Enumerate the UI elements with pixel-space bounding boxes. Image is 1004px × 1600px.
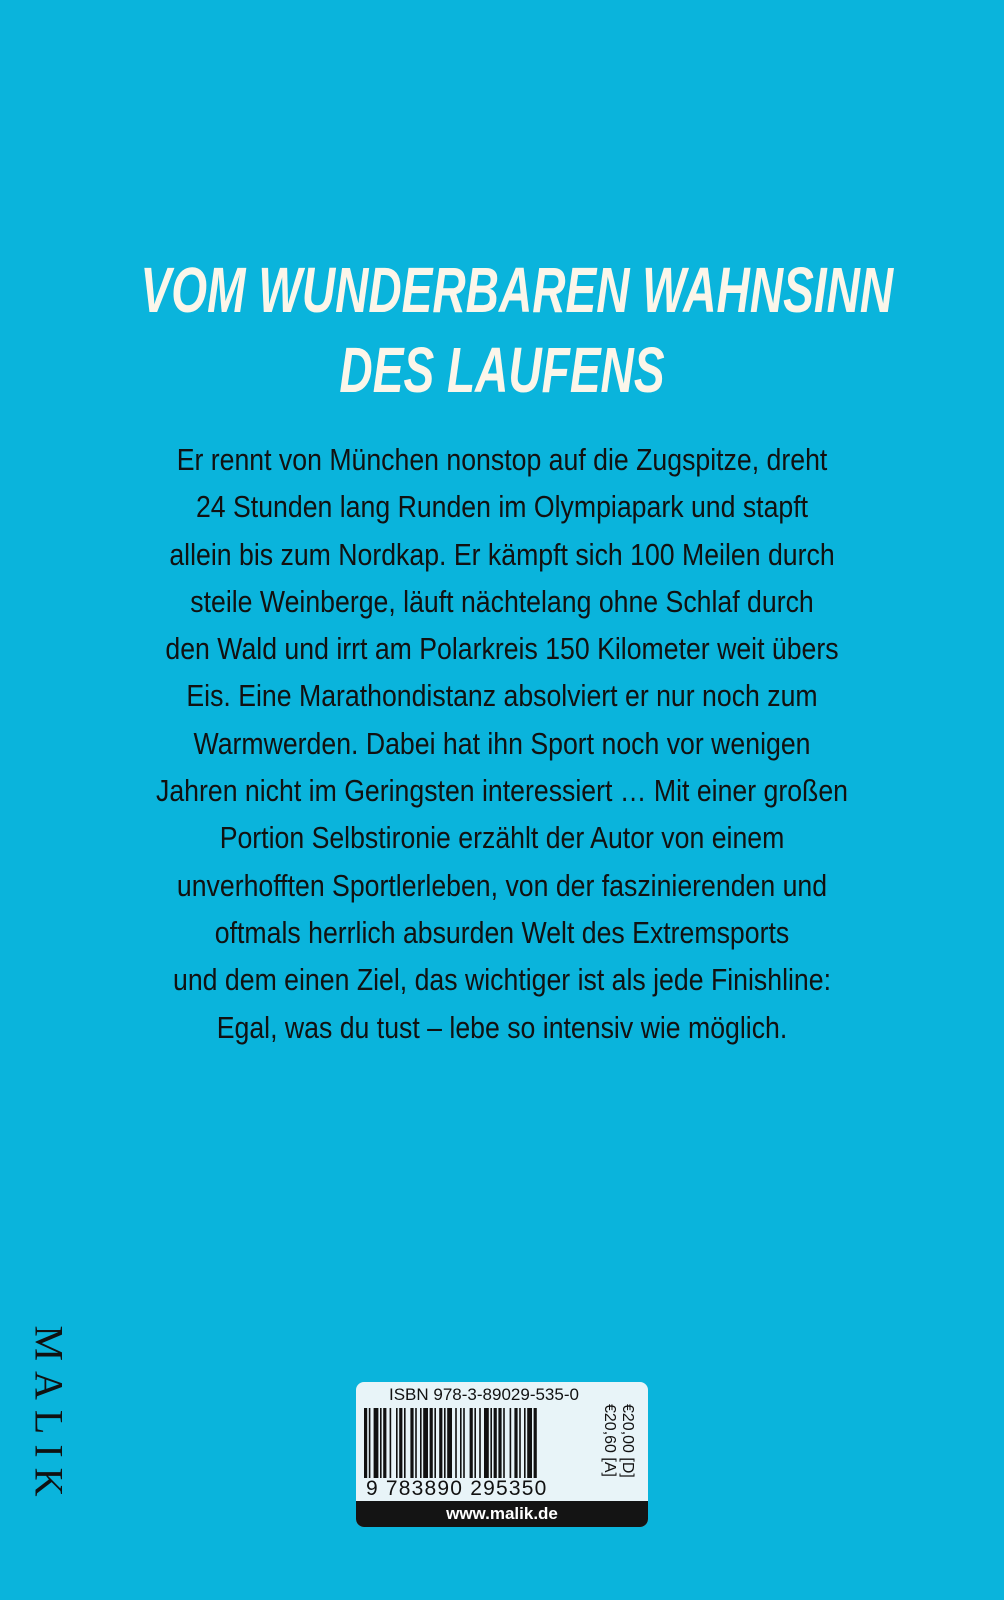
barcode-bar <box>420 1408 422 1478</box>
barcode-bar <box>374 1408 379 1478</box>
barcode-bar <box>415 1408 417 1478</box>
blurb-line: Eis. Eine Marathondistanz absolviert er nur noch zum <box>186 678 818 714</box>
blurb-line: allein bis zum Nordkap. Er kämpft sich 100 Meilen durch <box>169 536 835 572</box>
price-austria: €20,60 [A] <box>601 1404 618 1477</box>
publisher-url: www.malik.de <box>356 1501 648 1527</box>
blurb-line: Egal, was du tust – lebe so intensiv wie möglich. <box>216 1009 788 1045</box>
barcode-bar <box>447 1408 452 1478</box>
barcode-bar <box>490 1408 492 1478</box>
isbn-label: ISBN 978-3-89029-535-0 <box>389 1385 579 1404</box>
barcode-sticker <box>356 1382 648 1527</box>
barcode-bar <box>390 1408 392 1478</box>
blurb-line: Warmwerden. Dabei hat ihn Sport noch vor wenigen <box>193 725 811 761</box>
price-germany: €20,00 [D] <box>619 1404 636 1478</box>
barcode-bar <box>404 1408 406 1478</box>
barcode-bar <box>498 1408 501 1478</box>
blurb-line: Er rennt von München nonstop auf die Zugspitze, dreht <box>176 442 828 477</box>
barcode-bar <box>460 1408 462 1478</box>
barcode-bar <box>396 1408 398 1478</box>
barcode-digits: 9 783890 295350 <box>366 1477 548 1500</box>
blurb-line: Portion Selbstironie erzählt der Autor von einem <box>219 820 785 856</box>
blurb-line: den Wald und irrt am Polarkreis 150 Kilometer weit übers <box>165 631 839 667</box>
barcode-bar <box>524 1408 526 1478</box>
barcode-bar <box>510 1408 512 1478</box>
barcode-bar <box>474 1408 476 1478</box>
barcode-bar <box>503 1408 505 1478</box>
barcode-bar <box>423 1408 428 1478</box>
barcode-bar <box>369 1408 371 1478</box>
barcode-bar <box>444 1408 446 1478</box>
blurb-line: oftmals herrlich absurden Welt des Extremsports <box>214 914 790 950</box>
barcode-bar <box>514 1408 517 1478</box>
barcode-bar <box>463 1408 465 1478</box>
headline-line-2: DES LAUFENS <box>339 334 665 406</box>
barcode-bar <box>364 1408 367 1478</box>
price-column <box>601 1404 648 1494</box>
barcode-bar <box>479 1408 481 1478</box>
barcode-bar <box>439 1408 442 1478</box>
barcode-bar <box>399 1408 402 1478</box>
barcode-bar <box>434 1408 436 1478</box>
barcode-bar <box>519 1408 521 1478</box>
blurb-line: unverhofften Sportlerleben, von der faszinierenden und <box>176 867 828 903</box>
barcode-bar <box>430 1408 433 1478</box>
blurb-line: Jahren nicht im Geringsten interessiert … Mit einer großen <box>156 773 848 809</box>
barcode-bar <box>380 1408 382 1478</box>
barcode-bar <box>410 1408 413 1478</box>
publisher-logo: MALIK <box>26 1325 72 1507</box>
barcode-bar <box>527 1408 532 1478</box>
headline <box>140 250 894 410</box>
blurb-line: 24 Stunden lang Runden im Olympiapark und stapft <box>195 489 809 525</box>
headline-line-1: VOM WUNDERBAREN WAHNSINN <box>140 254 894 326</box>
barcode-bar <box>383 1408 386 1478</box>
blurb-line: und dem einen Ziel, das wichtiger ist als jede Finishline: <box>173 962 831 998</box>
barcode-bar <box>534 1408 537 1478</box>
barcode-bar <box>494 1408 497 1478</box>
blurb-line: steile Weinberge, läuft nächtelang ohne Schlaf durch <box>190 583 814 619</box>
barcode-bar <box>455 1408 457 1478</box>
barcode-bar <box>470 1408 473 1478</box>
barcode-bar <box>484 1408 489 1478</box>
blurb-text <box>0 436 1004 1051</box>
barcode-bars <box>364 1408 604 1478</box>
